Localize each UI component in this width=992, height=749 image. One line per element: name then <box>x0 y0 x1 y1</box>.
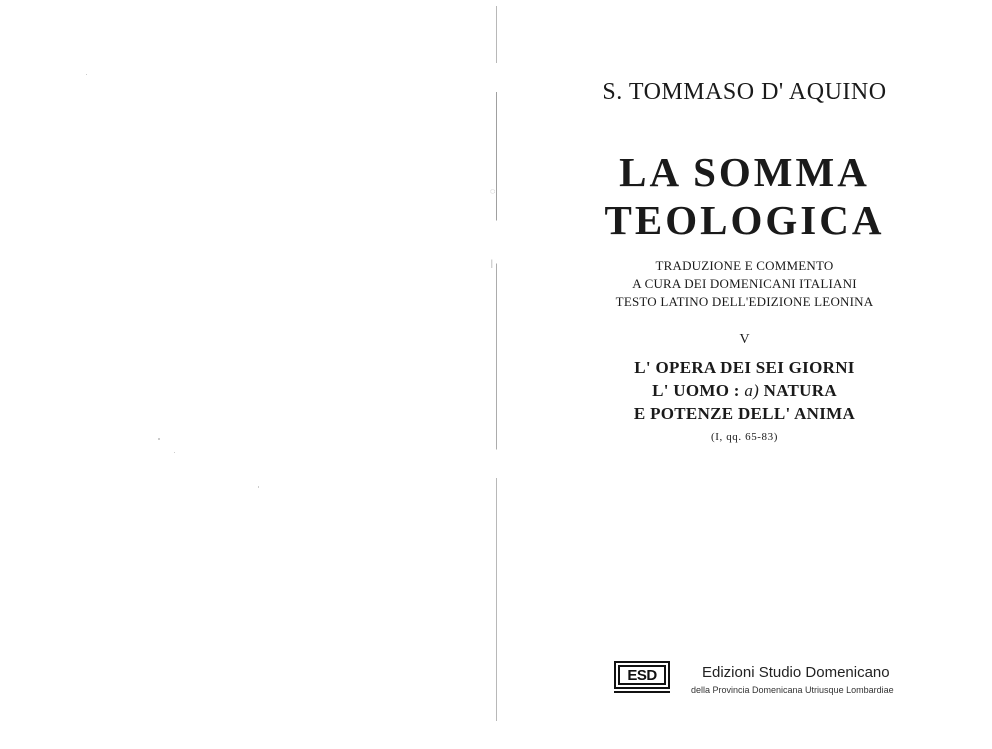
question-range: (I, qq. 65-83) <box>710 431 779 443</box>
subtitle-line-2: A CURA DEI DOMENICANI ITALIANI <box>632 276 857 291</box>
book-title-line-2: TEOLOGICA <box>604 197 885 243</box>
title-page <box>497 0 992 749</box>
esd-logo-icon <box>614 661 670 689</box>
book-title-line-1: LA SOMMA <box>619 149 870 195</box>
gutter-mark: | <box>491 258 493 268</box>
subtitle-line-1: TRADUZIONE E COMMENTO <box>655 258 834 273</box>
logo-text: ESD <box>618 665 666 685</box>
paper-speck <box>174 452 175 453</box>
publisher-subtitle: della Provincia Domenicana Utriusque Lombardiae <box>691 685 894 695</box>
logo-underline <box>614 691 670 693</box>
paper-speck <box>86 74 87 75</box>
volume-title-line-2-italic: a) <box>744 381 760 400</box>
volume-title-line-2-part-b: NATURA <box>759 381 837 400</box>
volume-title-line-2 <box>497 381 992 401</box>
paper-speck <box>258 486 259 488</box>
gutter-mark: ◌ <box>490 186 496 196</box>
volume-number: V <box>739 332 750 347</box>
publisher-name: Edizioni Studio Domenicano <box>702 664 890 681</box>
paper-speck <box>158 438 160 440</box>
author-name: S. TOMMASO D' AQUINO <box>602 79 887 105</box>
publisher-block <box>614 660 944 700</box>
volume-title-line-1: L' OPERA DEI SEI GIORNI <box>634 358 855 377</box>
subtitle-line-3: TESTO LATINO DELL'EDIZIONE LEONINA <box>615 294 874 309</box>
volume-title-line-2-part-a: L' UOMO : <box>652 381 745 400</box>
volume-title-line-3: E POTENZE DELL' ANIMA <box>633 404 856 423</box>
